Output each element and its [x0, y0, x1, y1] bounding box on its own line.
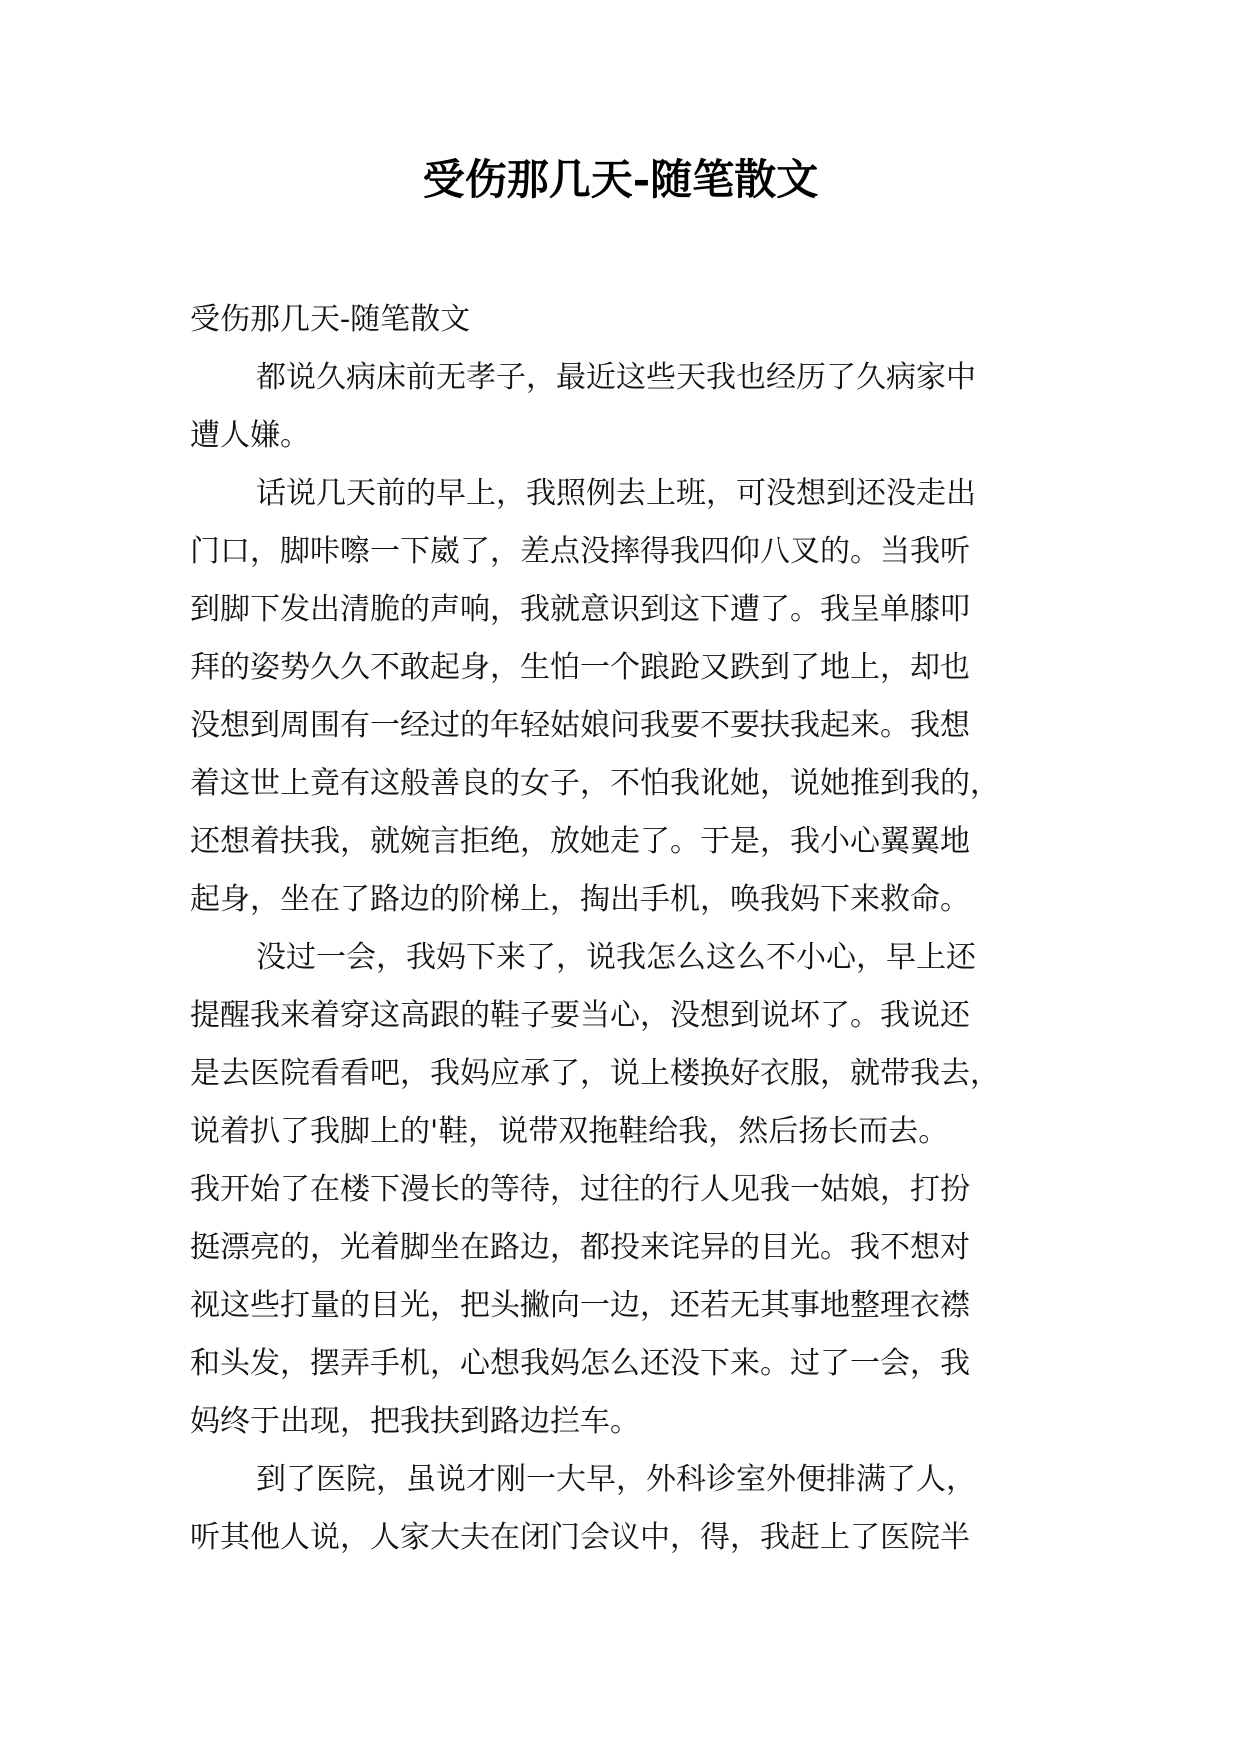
paragraph-line: 和头发，摆弄手机，心想我妈怎么还没下来。过了一会，我: [190, 1346, 970, 1381]
subtitle-line: 受伤那几天-随笔散文: [190, 302, 471, 337]
paragraph-line: 都说久病床前无孝子，最近这些天我也经历了久病家中: [256, 360, 976, 395]
paragraph-line: 没过一会，我妈下来了，说我怎么这么不小心，早上还: [256, 940, 976, 975]
paragraph-line: 没想到周围有一经过的年轻姑娘问我要不要扶我起来。我想: [190, 708, 970, 743]
paragraph-line: 是去医院看看吧，我妈应承了，说上楼换好衣服，就带我去，: [190, 1056, 1000, 1091]
document-title: 受伤那几天-随笔散文: [422, 155, 819, 204]
paragraph-line: 视这些打量的目光，把头撇向一边，还若无其事地整理衣襟: [190, 1288, 970, 1323]
paragraph-line: 到了医院，虽说才刚一大早，外科诊室外便排满了人，: [256, 1462, 976, 1497]
paragraph-line: 起身，坐在了路边的阶梯上，掏出手机，唤我妈下来救命。: [190, 882, 970, 917]
paragraph-line: 拜的姿势久久不敢起身，生怕一个踉跄又跌到了地上，却也: [190, 650, 970, 685]
paragraph-line: 到脚下发出清脆的声响，我就意识到这下遭了。我呈单膝叩: [190, 592, 970, 627]
document-body: [190, 291, 1070, 1567]
paragraph-line: 话说几天前的早上，我照例去上班，可没想到还没走出: [256, 476, 976, 511]
paragraph-line: 妈终于出现，把我扶到路边拦车。: [190, 1404, 640, 1439]
paragraph-line: 挺漂亮的，光着脚坐在路边，都投来诧异的目光。我不想对: [190, 1230, 970, 1265]
paragraph-line: 听其他人说，人家大夫在闭门会议中，得，我赶上了医院半: [190, 1520, 970, 1555]
paragraph-line: 门口，脚咔嚓一下崴了，差点没摔得我四仰八叉的。当我听: [190, 534, 970, 569]
paragraph-line: 我开始了在楼下漫长的等待，过往的行人见我一姑娘，打扮: [190, 1172, 970, 1207]
paragraph-line: 着这世上竟有这般善良的女子，不怕我讹她，说她推到我的，: [190, 766, 1000, 801]
paragraph-line: 提醒我来着穿这高跟的鞋子要当心，没想到说坏了。我说还: [190, 998, 970, 1033]
paragraph-line: 说着扒了我脚上的'鞋，说带双拖鞋给我，然后扬长而去。: [190, 1114, 949, 1149]
paragraph-line: 遭人嫌。: [190, 418, 310, 453]
paragraph-line: 还想着扶我，就婉言拒绝，放她走了。于是，我小心翼翼地: [190, 824, 970, 859]
